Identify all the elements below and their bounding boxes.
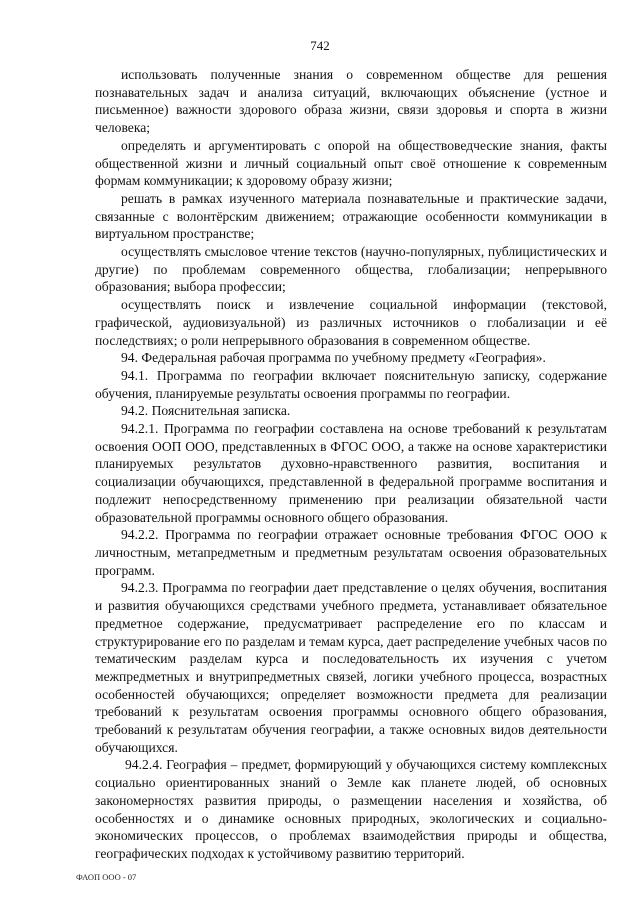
page-number: 742 bbox=[310, 38, 330, 53]
footer-code: ФАОП ООО - 07 bbox=[76, 872, 137, 882]
section-94-1: 94.1. Программа по географии включает пояснительную записку, содержание обучения, планируемые результаты освоения программы по географии. bbox=[95, 367, 607, 401]
section-94-2-heading: 94.2. Пояснительная записка. bbox=[121, 403, 291, 419]
section-94-2-1: 94.2.1. Программа по географии составлена на основе требований к результатам освоения ООП ООО, представленных в ФГОС ООО, а также на основе характеристики планируемых результатов духовно-нравственного развития, воспитания и социализации обучающихся, представленной в федеральной программе воспитания и подлежит непосредственному применению при реализации обязательной части образовательной программы основного общего образования. bbox=[95, 421, 607, 525]
paragraph-search-info: осуществлять поиск и извлечение социальной информации (текстовой, графической, аудиовизуальной) из различных источников о глобализации и её последствиях; о роли непрерывного образования в современном обществе. bbox=[95, 297, 607, 348]
section-94-2-3: 94.2.3. Программа по географии дает представление о целях обучения, воспитания и развития обучающихся средствами учебного предмета, устанавливает обязательное предметное содержание, предусматривает распределение его по классам и структурирование его по разделам и темам курса, дает распределение учебных часов по тематическим разделам курса и последовательность их изучения с учетом межпредметных и внутрипредметных связей, логики учебного процесса, возрастных особенностей обучающихся; определяет возможности предмета для реализации требований к результатам освоения программы основного общего образования, требований к результатам обучения географии, а также основных видов деятельности обучающихся. bbox=[95, 580, 607, 755]
paragraph-reading: осуществлять смысловое чтение текстов (научно-популярных, публицистических и другие) по проблемам современного общества, глобализации; непрерывного образования; выбора профессии; bbox=[95, 244, 607, 295]
section-94-2-2: 94.2.2. Программа по географии отражает основные требования ФГОС ООО к личностным, метапредметным и предметным результатам освоения образовательных программ. bbox=[95, 527, 607, 578]
paragraph-define-argue: определять и аргументировать с опорой на обществоведческие знания, факты общественной жизни и личный социальный опыт своё отношение к современным формам коммуникации; к здоровому образу жизни; bbox=[95, 137, 607, 189]
document-body bbox=[95, 66, 607, 863]
paragraph-use-knowledge: использовать полученные знания о современном обществе для решения познавательных задач и анализа ситуаций, включающих объяснение (устное и письменное) важности здорового образа жизни, связи здоровья и спорта в жизни человека; bbox=[95, 67, 607, 136]
section-94-heading: 94. Федеральная рабочая программа по учебному предмету «География». bbox=[121, 350, 546, 366]
section-94-2-4: 94.2.4. География – предмет, формирующий у обучающихся систему комплексных социально ориентированных знаний о Земле как планете людей, об основных закономерностях развития природы, о размещении населения и хозяйства, об особенностях и о динамике основных природных, экологических и социально-экономических процессов, о проблемах взаимодействия природы и общества, географических подходах к устойчивому развитию территорий. bbox=[95, 757, 607, 861]
paragraph-solve-tasks: решать в рамках изученного материала познавательные и практические задачи, связанные с волонтёрским движением; отражающие особенности коммуникации в виртуальном пространстве; bbox=[95, 190, 607, 242]
